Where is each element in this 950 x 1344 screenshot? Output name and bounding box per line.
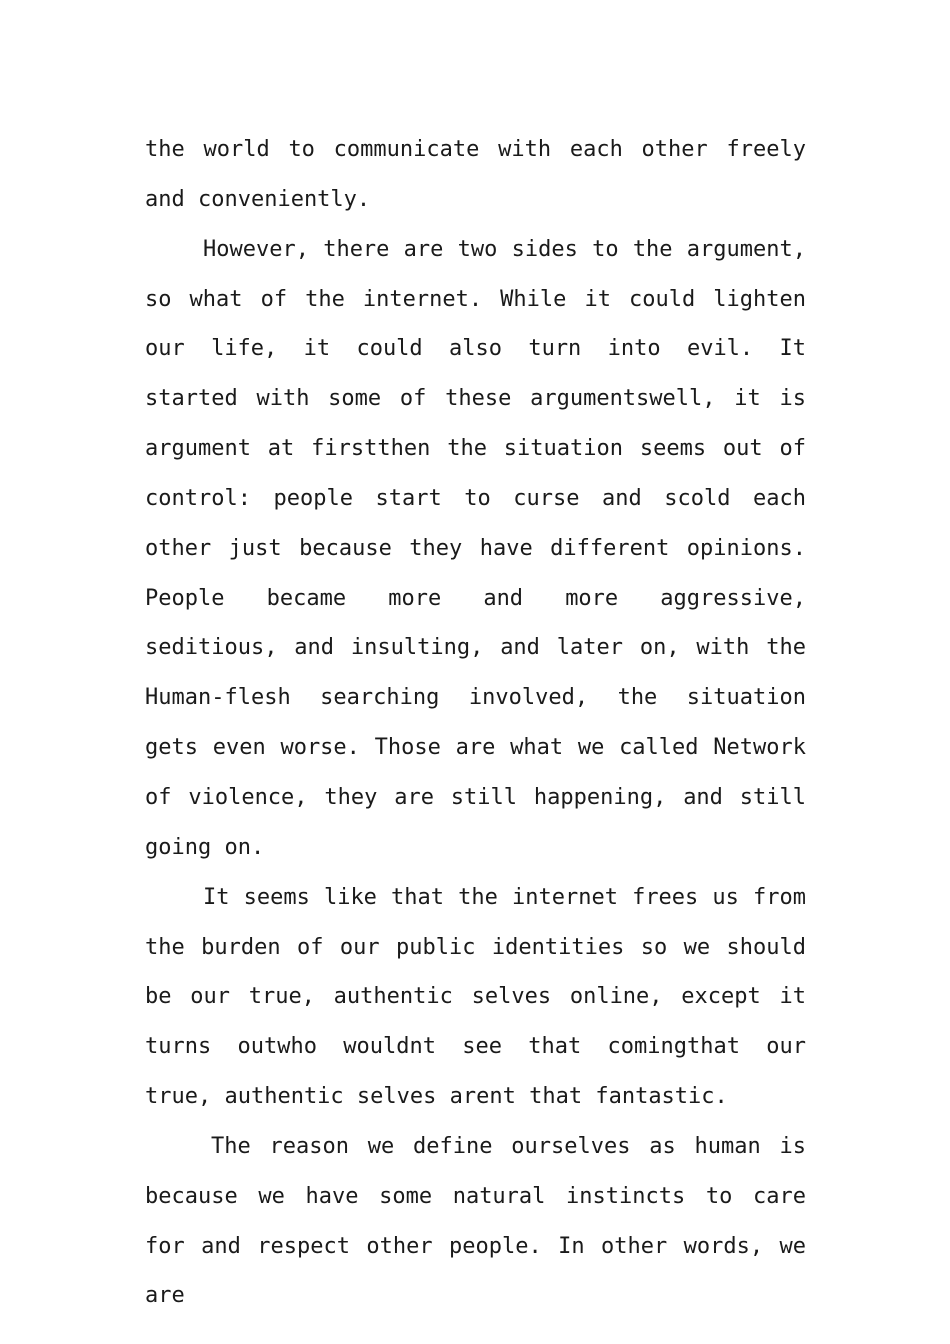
paragraph: The reason we define ourselves as human is because we have some natural instincts to care for and respect other people. In other words, we are — [145, 1133, 806, 1309]
paragraph-continuation: the world to communicate with each other freely and conveniently. — [145, 137, 806, 212]
body-text — [145, 125, 806, 1321]
paragraph: It seems like that the internet frees us from the burden of our public identities so we should be our true, authentic selves online, except it turns outwho wouldnt see that comingthat our true, authentic selves arent that fantastic. — [145, 884, 806, 1110]
paragraph: However, there are two sides to the argument, so what of the internet. While it could lighten our life, it could also turn into evil. It started with some of these argumentswell, it is argument at firstthen the situation seems out of control: people start to curse and scold each other just because they have different opinions. People became more and more aggressive, seditious, and insulting, and later on, with the Human-flesh searching involved, the situation gets even worse. Those are what we called Network of violence, they are still happening, and still going on. — [145, 236, 806, 860]
